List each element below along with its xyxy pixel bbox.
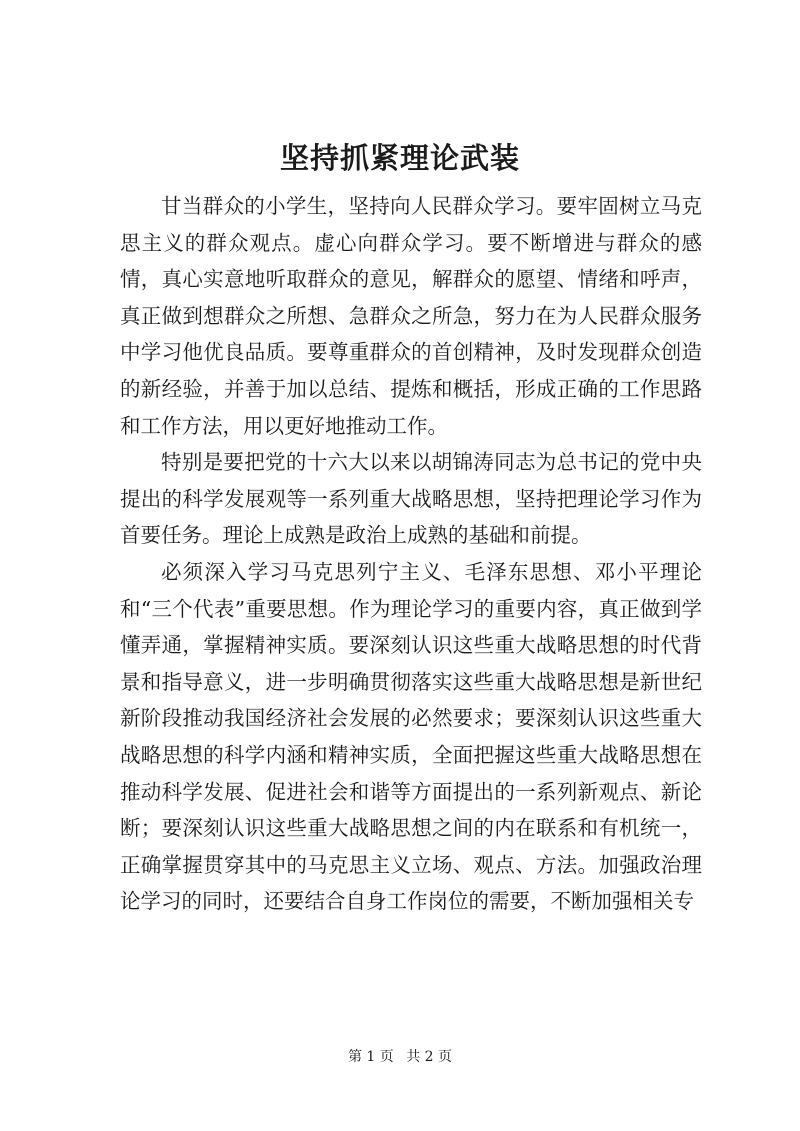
document-body (120, 188, 702, 920)
page-footer (0, 1047, 800, 1067)
document-title: 坚持抓紧理论武装 (279, 141, 520, 175)
paragraph-2: 特别是要把党的十六大以来以胡锦涛同志为总书记的党中央提出的科学发展观等一系列重大战略思想，坚持把理论学习作为首要任务。理论上成熟是政治上成熟的基础和前提。 (120, 450, 702, 548)
page-number: 第 1 页 (347, 1049, 394, 1065)
paragraph-3: 必须深入学习马克思列宁主义、毛泽东思想、邓小平理论和“三个代表”重要思想。作为理论学习的重要内容，真正做到学懂弄通，掌握精神实质。要深刻认识这些重大战略思想的时代背景和指导意义，进一步明确贯彻落实这些重大战略思想是新世纪新阶段推动我国经济社会发展的必然要求；要深刻认识这些重大战略思想的科学内涵和精神实质，全面把握这些重大战略思想在推动科学发展、促进社会和谐等方面提出的一系列新观点、新论断；要深刻认识这些重大战略思想之间的内在联系和有机统一，正确掌握贯穿其中的马克思主义立场、观点、方法。加强政治理论学习的同时，还要结合自身工作岗位的需要，不断加强相关专 (120, 559, 702, 914)
page-total: 共 2 页 (406, 1049, 453, 1065)
paragraph-1: 甘当群众的小学生，坚持向人民群众学习。要牢固树立马克思主义的群众观点。虚心向群众学习。要不断增进与群众的感情，真心实意地听取群众的意见，解群众的愿望、情绪和呼声，真正做到想群众之所想、急群众之所急，努力在为人民群众服务中学习他优良品质。要尊重群众的首创精神，及时发现群众创造的新经验，并善于加以总结、提炼和概括，形成正确的工作思路和工作方法，用以更好地推动工作。 (120, 194, 702, 438)
